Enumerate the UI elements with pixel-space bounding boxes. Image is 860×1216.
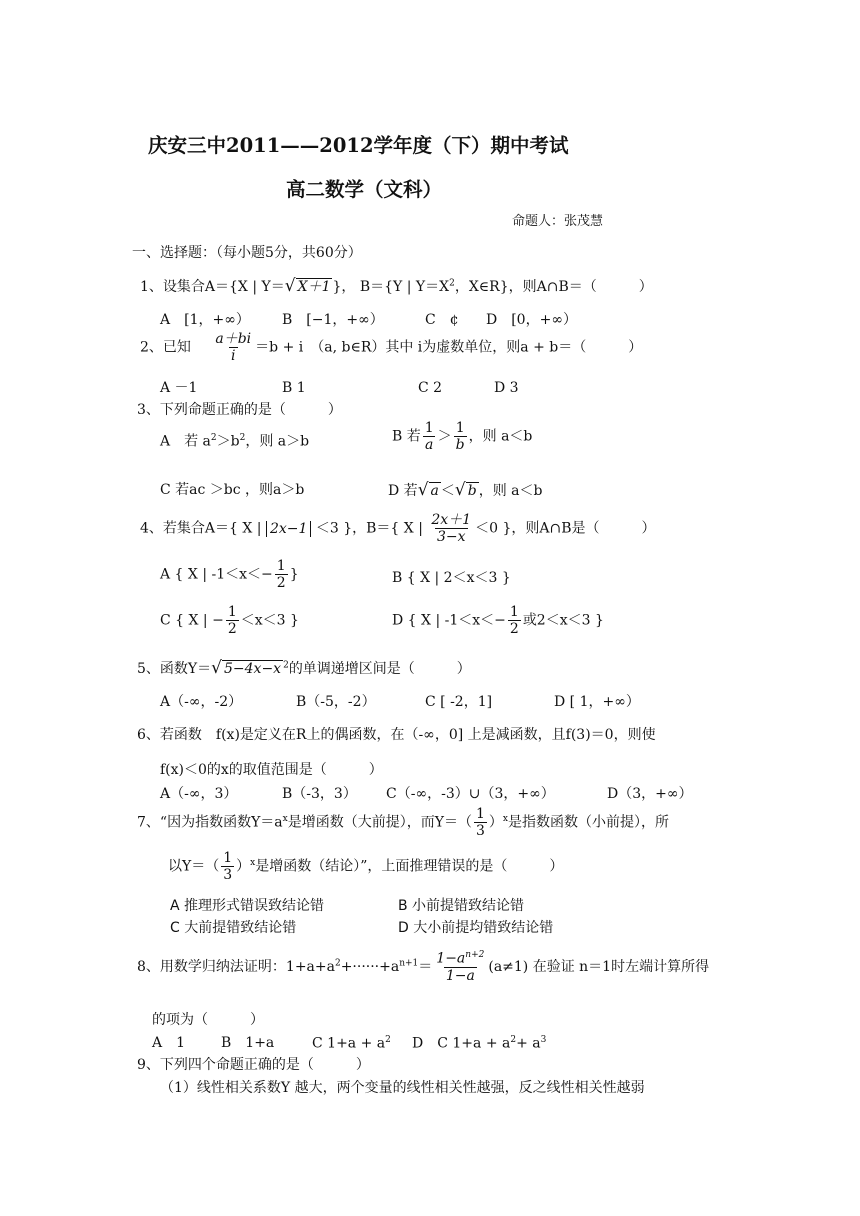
section-heading: 一、选择题：（每小题5分，共60分） (132, 245, 362, 261)
q9-stem: 9、下列四个命题正确的是（ ） (137, 1057, 370, 1073)
q2-denominator: i (231, 348, 236, 365)
q4-opt-a-2: } (289, 566, 299, 583)
q8-opt-d-sup: 2 (510, 1035, 517, 1045)
q3-opt-d-2: ，则 a＜b (478, 483, 543, 499)
q8-opt-d-text: D C 1+a + a (412, 1035, 511, 1052)
q5-text-b: 的单调递增区间是（ ） (288, 661, 471, 677)
q5-option-d: D [ 1，+∞） (554, 694, 640, 710)
q1-radicand: X＋1 (297, 279, 331, 295)
q7-option-d: D 大小前提均错致结论错 (398, 920, 554, 936)
q7-sup-c: x (250, 857, 256, 868)
q2-option-b: B 1 (282, 380, 306, 396)
q1-option-c: C ¢ (425, 312, 459, 328)
q8-num-sup: n+2 (465, 950, 485, 960)
q7-option-a: A 推理形式错误致结论错 (170, 898, 325, 914)
q8-opt-d-sup-2: 3 (540, 1035, 547, 1045)
q5-sup: 2 (283, 660, 289, 671)
q4-opt-a-1: A { X | -1＜x＜− (160, 566, 273, 583)
q3-sup-b: 2 (239, 433, 246, 443)
sqrt-sign: √ (211, 658, 222, 678)
q7-frac-1 (474, 806, 487, 839)
q3-sup-a: 2 (210, 433, 217, 443)
q5-option-b: B（-5，-2） (296, 694, 376, 710)
q4-numerator: 2x＋1 (431, 512, 472, 528)
q8-option-c (312, 1035, 391, 1052)
q6-option-b: B（-3，3） (282, 786, 357, 802)
q1-text-b: }， B＝{Y | Y＝X (332, 279, 450, 295)
q2-option-d: D 3 (494, 380, 519, 396)
q3-rad-b: b (467, 483, 477, 499)
q4-option-a (160, 558, 299, 591)
q3-stem: 3、下列命题正确的是（ ） (137, 402, 342, 418)
q3-gt: ＞ (437, 428, 452, 445)
exam-title: 庆安三中2011——2012学年度（下）期中考试 (148, 134, 569, 157)
q4-text-b: ＜3 }，B＝{ X | (315, 520, 423, 537)
q3-option-b (392, 420, 532, 453)
q7-text-g: 是增函数（结论）”，上面推理错误的是（ ） (255, 858, 564, 875)
exam-author: 命题人：张茂慧 (512, 214, 604, 229)
sqrt-sign: √ (417, 480, 429, 500)
question-5 (137, 658, 471, 678)
q3-frac-b-num: 1 (455, 420, 465, 436)
q4-frac-d (508, 604, 521, 637)
question-2 (140, 331, 642, 364)
q8-numerator (434, 950, 486, 967)
q8-opt-c-sup: 2 (385, 1035, 391, 1045)
q7-text-a: 7、“因为指数函数Y＝a (137, 814, 283, 831)
q8-text-a: 8、用数学归纳法证明：1+a+a (137, 958, 335, 975)
q7-frac-1-den: 3 (475, 823, 485, 840)
q5-option-a: A（-∞，-2） (160, 694, 243, 710)
q2-option-a: A －1 (160, 380, 198, 396)
q4-frac-c-den: 2 (227, 621, 237, 638)
q6-option-c: C（-∞，-3）∪（3，+∞） (386, 786, 555, 802)
q4-text-a: 4、若集合A＝{ X | (140, 520, 262, 537)
q4-denominator: 3−x (436, 529, 466, 546)
q6-option-a: A（-∞，3） (160, 786, 238, 802)
q5-text-a: 5、函数Y＝ (137, 661, 212, 677)
q8-text-b: +······+a (340, 958, 400, 975)
q7-text-c: ） (488, 814, 503, 831)
q5-option-c: C [ -2，1] (425, 694, 493, 710)
q4-opt-d-1: D { X | -1＜x＜− (392, 612, 506, 629)
q8-line-1 (137, 950, 709, 984)
q8-sup-a: 2 (334, 958, 341, 969)
q3-frac-b (454, 420, 467, 453)
q2-text-a: 2、已知 (140, 339, 191, 356)
q4-frac-a-den: 2 (276, 575, 286, 592)
q3-frac-b-den: b (455, 437, 465, 454)
q8-sup-b: n+1 (399, 958, 419, 969)
q3-opt-d-1: D 若 (388, 483, 418, 499)
q3-opt-a-1: A 若 a (160, 433, 211, 450)
q5-radicand: 5−4x−x (224, 661, 282, 677)
sqrt-sign: √ (454, 480, 466, 500)
q1-sup: 2 (449, 278, 455, 289)
q7-option-b: B 小前提错致结论错 (398, 898, 525, 914)
q2-option-c: C 2 (418, 380, 443, 396)
q8-text-c: ＝ (418, 958, 433, 975)
q7-line-1 (137, 806, 669, 839)
q3-frac-a-num: 1 (424, 420, 434, 436)
q6-line-2: f(x)＜0的x的取值范围是（ ） (160, 762, 383, 778)
q7-text-f: ） (236, 858, 251, 875)
q4-option-b: B { X | 2＜x＜3 } (392, 570, 511, 586)
q4-fraction (429, 512, 473, 545)
q9-item-1: （1）线性相关系数Y 越大，两个变量的线性相关性越强，反之线性相关性越弱 (160, 1080, 645, 1096)
q6-option-d: D（3，+∞） (607, 786, 693, 802)
q8-denominator: 1−a (445, 967, 475, 984)
q8-option-d (412, 1035, 546, 1052)
q3-option-c: C 若ac ＞bc ，则a＞b (160, 482, 305, 498)
q7-option-c: C 大前提错致结论错 (170, 920, 297, 936)
q3-opt-b-2: ，则 a＜b (468, 428, 533, 445)
q4-opt-c-2: ＜x＜3 } (240, 612, 299, 629)
q3-frac-a (423, 420, 436, 453)
q2-numerator: a＋bi (215, 331, 252, 347)
q3-frac-a-den: a (425, 437, 434, 454)
q7-text-d: 是指数函数（小前提），所 (507, 814, 669, 831)
q7-frac-2-num: 1 (223, 850, 233, 866)
q3-option-a (160, 433, 309, 450)
q4-frac-c-num: 1 (227, 604, 237, 620)
q4-frac-d-num: 1 (509, 604, 519, 620)
q8-opt-c-text: C 1+a + a (312, 1035, 386, 1052)
exam-subtitle: 高二数学（文科） (286, 178, 443, 201)
q7-text-b: 是增函数（大前提），而Y＝（ (287, 814, 472, 831)
q8-line-2: 的项为（ ） (152, 1012, 264, 1028)
q3-rad-a: a (430, 483, 439, 499)
q4-frac-c (226, 604, 239, 637)
q1-option-b: B [−1，+∞） (282, 312, 384, 328)
q1-text-a: 1、设集合A＝{X | Y＝ (140, 279, 285, 295)
q3-opt-b-1: B 若 (392, 428, 421, 445)
q8-text-d: (a≠1) 在验证 n＝1时左端计算所得 (488, 958, 710, 975)
q1-text-c: ，X∈R}，则A∩B＝（ ） (454, 279, 653, 295)
q3-opt-a-3: ，则 a＞b (245, 433, 310, 450)
question-1 (140, 276, 653, 296)
q6-line-1: 6、若函数 f(x)是定义在R上的偶函数，在（-∞，0] 上是减函数，且f(3)＝0，则使 (137, 727, 656, 743)
q2-text-b: ＝b + i （a, b∈R）其中 i为虚数单位，则a + b＝（ ） (255, 339, 643, 356)
q8-fraction (434, 950, 486, 984)
q4-opt-d-2: 或2＜x＜3 } (522, 612, 604, 629)
q2-fraction (213, 331, 253, 364)
q7-frac-2-den: 3 (223, 867, 233, 884)
q7-sup-a: x (282, 813, 288, 824)
q7-sup-b: x (502, 813, 508, 824)
q7-frac-2 (221, 850, 234, 883)
q4-opt-c-1: C { X | − (160, 612, 224, 629)
q4-option-c (160, 604, 299, 637)
q3-opt-a-2: ＞b (216, 433, 240, 450)
question-4 (140, 512, 656, 545)
q1-option-d: D [0，+∞） (486, 312, 577, 328)
q1-option-a: A [1，+∞） (160, 312, 250, 328)
q7-text-e: 以Y＝（ (168, 858, 220, 875)
q8-num-text: 1−a (436, 950, 466, 967)
q4-option-d (392, 604, 604, 637)
q4-text-c: ＜0 }，则A∩B是（ ） (475, 520, 656, 537)
sqrt-sign: √ (284, 276, 296, 296)
q8-option-b: B 1+a (221, 1035, 275, 1051)
q7-line-2 (168, 850, 563, 883)
q3-lt: ＜ (440, 483, 455, 499)
q7-frac-1-num: 1 (475, 806, 485, 822)
q4-frac-a-num: 1 (276, 558, 286, 574)
q4-frac-a (275, 558, 288, 591)
q8-opt-d-text-2: + a (516, 1035, 541, 1052)
q4-absolute: 2x−1 (266, 521, 311, 538)
q3-option-d (388, 480, 542, 500)
q8-option-a: A 1 (152, 1035, 186, 1051)
q4-frac-d-den: 2 (509, 621, 519, 638)
